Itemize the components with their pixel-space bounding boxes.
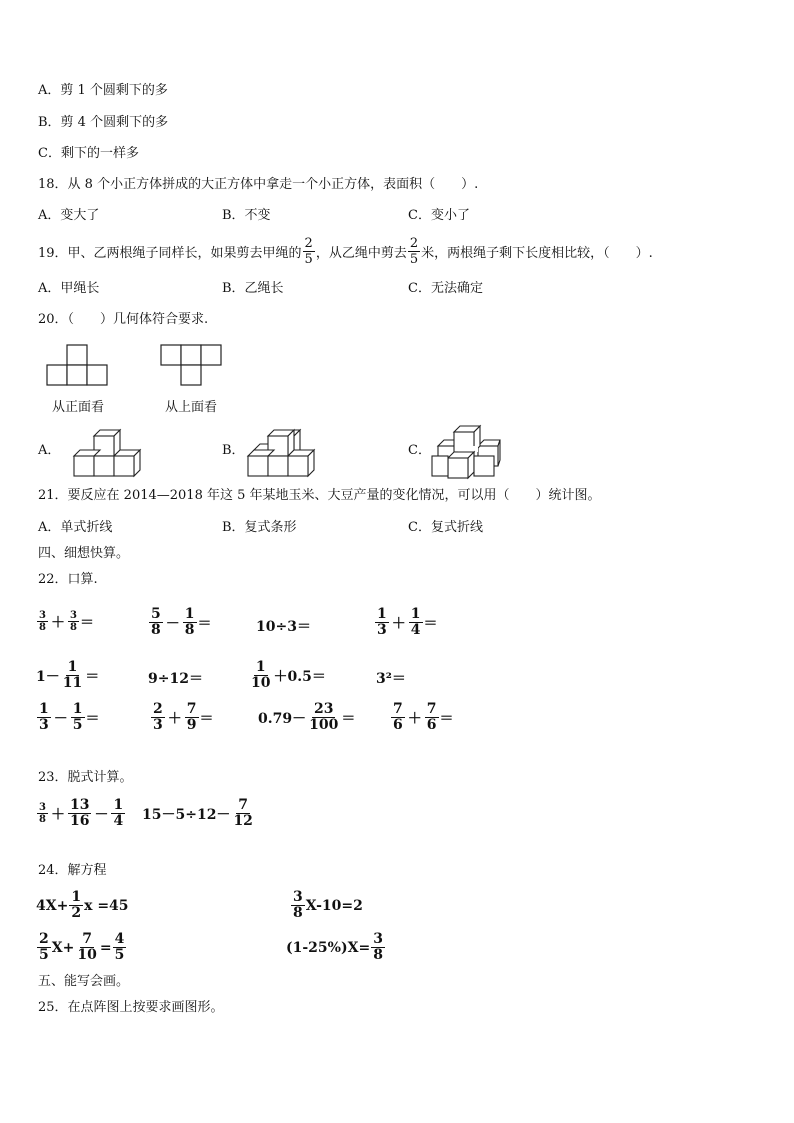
option-b-solid-figure [240, 426, 320, 480]
q18-stem: 18．从 8 个小正方体拼成的大正方体中拿走一个小正方体，表面积（ ）. [38, 177, 479, 192]
q21-stem: 21．要反应在 2014—2018 年这 5 年某地玉米、大豆产量的变化情况，可以用（ ）统计图。 [38, 488, 601, 503]
q22-r1-e4: $\frac{1}{3}$ ＋ $\frac{1}{4}$ ＝ [377, 606, 438, 638]
q19-fraction-1: $\frac{2}{5}$ [304, 236, 313, 267]
section-4-heading: 四、细想快算。 [38, 546, 130, 561]
option-c-solid-figure [428, 424, 504, 480]
front-view-figure [46, 344, 108, 386]
q22-r1-e1: $\frac{3}{8}$ ＋ $\frac{3}{8}$ ＝ [39, 610, 94, 633]
q21-option-a: A．单式折线 [38, 520, 113, 535]
q17-option-b: B．剪 4 个圆剩下的多 [38, 115, 169, 130]
q21-option-c: C．复式折线 [408, 520, 483, 535]
q17-option-c: C．剩下的一样多 [38, 146, 139, 161]
q20-option-c: C． [408, 443, 431, 458]
q22-r2-e1: 1－ $\frac{1}{11}$ ＝ [36, 659, 100, 691]
section-5-heading: 五、能写会画。 [38, 974, 130, 989]
q22-r2-e3: $\frac{1}{10}$ ＋0.5＝ [251, 659, 326, 691]
q23-expression-1: $\frac{3}{8}$ ＋ $\frac{13}{16}$ － $\frac{1}{4}$ [39, 797, 124, 829]
q24-equation-2: $\frac{3}{8}$ X-10=2 [293, 889, 363, 921]
q22-r3-e2: $\frac{2}{3}$ ＋ $\frac{7}{9}$ ＝ [153, 701, 214, 733]
q19-fraction-2: $\frac{2}{5}$ [409, 236, 419, 267]
q24-equation-3: $\frac{2}{5}$ X+ $\frac{7}{10}$ = $\frac{4}{5}$ [39, 931, 125, 963]
q22-r1-e2: $\frac{5}{8}$ － $\frac{1}{8}$ ＝ [151, 606, 212, 638]
q20-option-b: B． [222, 443, 245, 458]
q22-r1-e3: 10÷3＝ [256, 619, 311, 635]
q20-option-a: A． [38, 443, 61, 458]
q24-equation-1: 4X+ $\frac{1}{2}$ x =45 [36, 889, 129, 921]
q19-option-a: A．甲绳长 [38, 281, 100, 296]
q17-option-a: A．剪 1 个圆剩下的多 [38, 83, 168, 98]
q19-stem-part3: 米，两根绳子剩下长度相比较，（ ）. [421, 246, 653, 261]
top-view-caption: 从上面看 [165, 400, 218, 415]
q18-option-b: B．不变 [222, 208, 271, 223]
q22-r3-e1: $\frac{1}{3}$ － $\frac{1}{5}$ ＝ [39, 701, 100, 733]
q21-option-b: B．复式条形 [222, 520, 297, 535]
q22-r2-e2: 9÷12＝ [148, 671, 203, 687]
q19-stem-part2: ，从乙绳中剪去 [315, 246, 407, 261]
q18-option-a: A．变大了 [38, 208, 100, 223]
front-view-caption: 从正面看 [52, 400, 105, 415]
q22-r2-e4: 3²＝ [376, 671, 406, 687]
q19-stem-part1: 19．甲、乙两根绳子同样长，如果剪去甲绳的 [38, 246, 302, 261]
q22-stem: 22．口算. [38, 572, 98, 587]
q23-expression-2: 15－5÷12－ $\frac{7}{12}$ [142, 797, 253, 829]
q19-option-c: C．无法确定 [408, 281, 483, 296]
q22-r3-e4: $\frac{7}{6}$ ＋ $\frac{7}{6}$ ＝ [393, 701, 454, 733]
q24-stem: 24．解方程 [38, 863, 107, 878]
q19-option-b: B．乙绳长 [222, 281, 284, 296]
option-a-solid-figure [70, 428, 146, 480]
q23-stem: 23．脱式计算。 [38, 770, 133, 785]
q22-r3-e3: 0.79－ $\frac{23}{100}$ ＝ [258, 701, 356, 733]
q19-stem [38, 236, 653, 267]
top-view-figure [160, 344, 222, 386]
q25-stem: 25．在点阵图上按要求画图形。 [38, 1000, 224, 1015]
q24-equation-4: (1-25%)X= $\frac{3}{8}$ [286, 931, 383, 963]
q20-stem: 20．（ ）几何体符合要求. [38, 312, 209, 327]
q18-option-c: C．变小了 [408, 208, 470, 223]
